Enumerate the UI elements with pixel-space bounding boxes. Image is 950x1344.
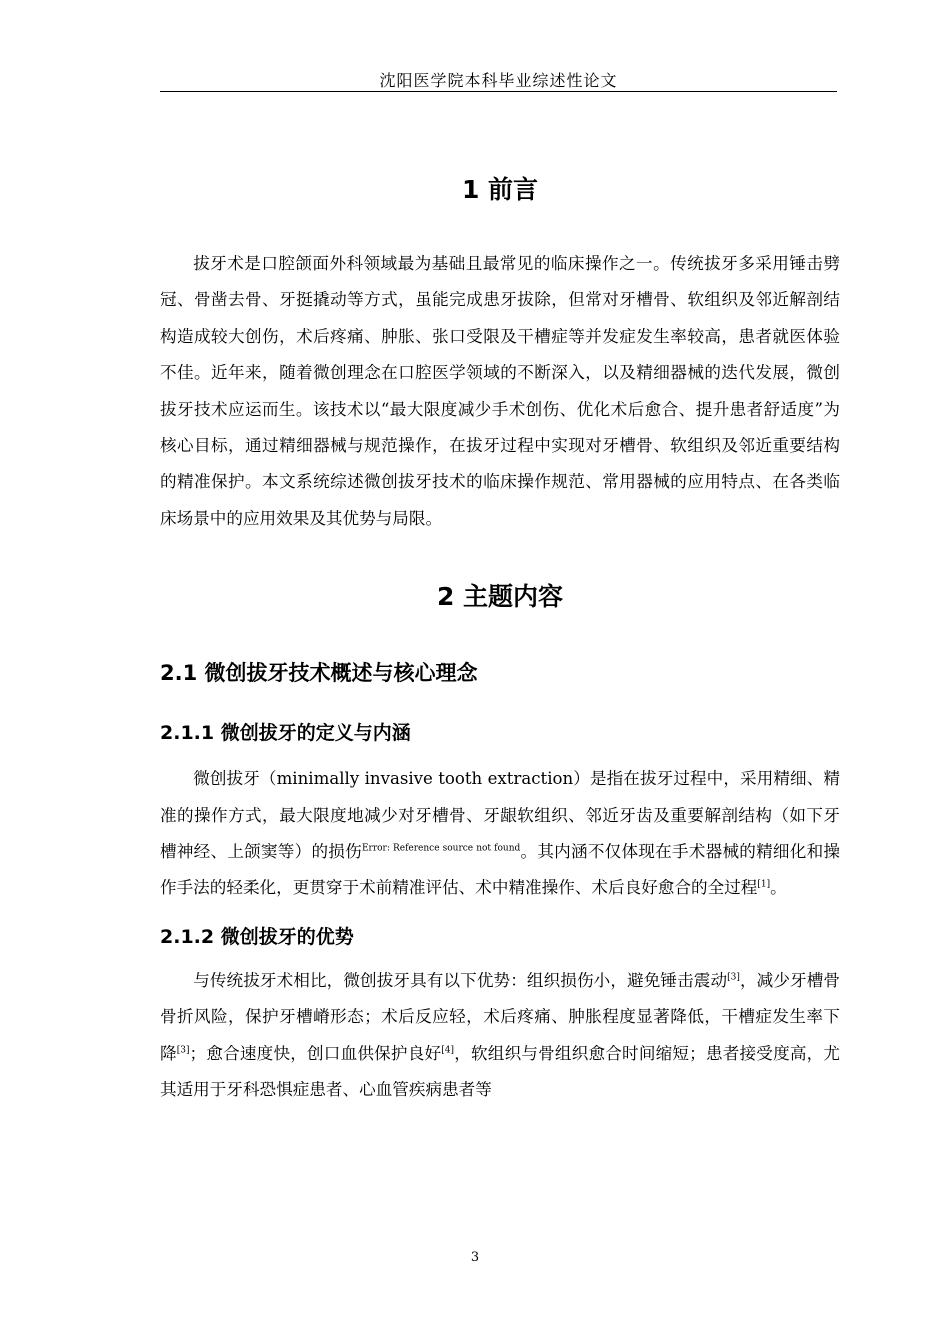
paragraph-text: ；愈合速度快，创口血供保护良好 <box>189 1043 442 1063</box>
paragraph-text: ，软组织与骨组织愈合时间缩短；患者接受度高，尤其适用于牙科恐惧症患者、心血管疾病患者等 <box>160 1043 841 1100</box>
paragraph-text: 。 <box>770 878 787 898</box>
page-number: 3 <box>470 1250 480 1265</box>
paragraph-text: 微创拔牙（minimally invasive tooth extraction）是指在拔牙过程中，采用精细、精准的操作方式，最大限度地减少对牙槽骨、牙龈软组织、邻近牙齿及重要解剖结构（如下牙槽神经、上颌窦等）的损伤 <box>160 769 840 862</box>
paragraph-text: 与传统拔牙术相比，微创拔牙具有以下优势：组织损伤小，避免锤击震动 <box>193 970 728 990</box>
subsection-2-1-2-heading: 2.1.2 微创拔牙的优势 <box>160 925 354 948</box>
section-2-heading: 2 主题内容 <box>436 582 564 612</box>
subsection-2-1-1-heading: 2.1.1 微创拔牙的定义与内涵 <box>160 722 411 745</box>
citation: [4] <box>441 1045 455 1056</box>
subsection-2-1-heading: 2.1 微创拔牙技术概述与核心理念 <box>160 661 478 686</box>
subsection-2-1-1-paragraph <box>160 761 840 907</box>
section-1-paragraph: 拔牙术是口腔颌面外科领域最为基础且最常见的临床操作之一。传统拔牙多采用锤击劈冠、骨凿去骨、牙挺撬动等方式，虽能完成患牙拔除，但常对牙槽骨、软组织及邻近解剖结构造成较大创伤，术后疼痛、肿胀、张口受限及干槽症等并发症发生率较高，患者就医体验不佳。近年来，随着微创理念在口腔医学领域的不断深入，以及精细器械的迭代发展，微创拔牙技术应运而生。该技术以“最大限度减少手术创伤、优化术后愈合、提升患者舒适度”为核心目标，通过精细器械与规范操作，在拔牙过程中实现对牙槽骨、软组织及邻近重要结构的精准保护。本文系统综述微创拔牙技术的临床操作规范、常用器械的应用特点、在各类临床场景中的应用效果及其优势与局限。 <box>160 254 840 528</box>
citation: Error: Reference source not found <box>361 843 521 854</box>
citation: [1] <box>757 879 771 890</box>
section-1-heading: 1 前言 <box>461 175 539 204</box>
page-content <box>160 160 840 1109</box>
paragraph-text: ，减少牙槽骨骨折风险，保护牙槽嵴形态；术后反应轻，术后疼痛、肿胀程度显著降低，干槽症发生率下降 <box>160 970 841 1063</box>
header-rule <box>160 91 837 92</box>
running-header: 沈阳医学院本科毕业综述性论文 <box>379 71 618 90</box>
citation: [3] <box>176 1045 190 1056</box>
citation: [3] <box>727 972 740 983</box>
subsection-2-1-2-paragraph <box>160 963 840 1109</box>
paragraph-text: 。其内涵不仅体现在手术器械的精细化和操作手法的轻柔化，更贯穿于术前精准评估、术中精准操作、术后良好愈合的全过程 <box>160 842 841 898</box>
